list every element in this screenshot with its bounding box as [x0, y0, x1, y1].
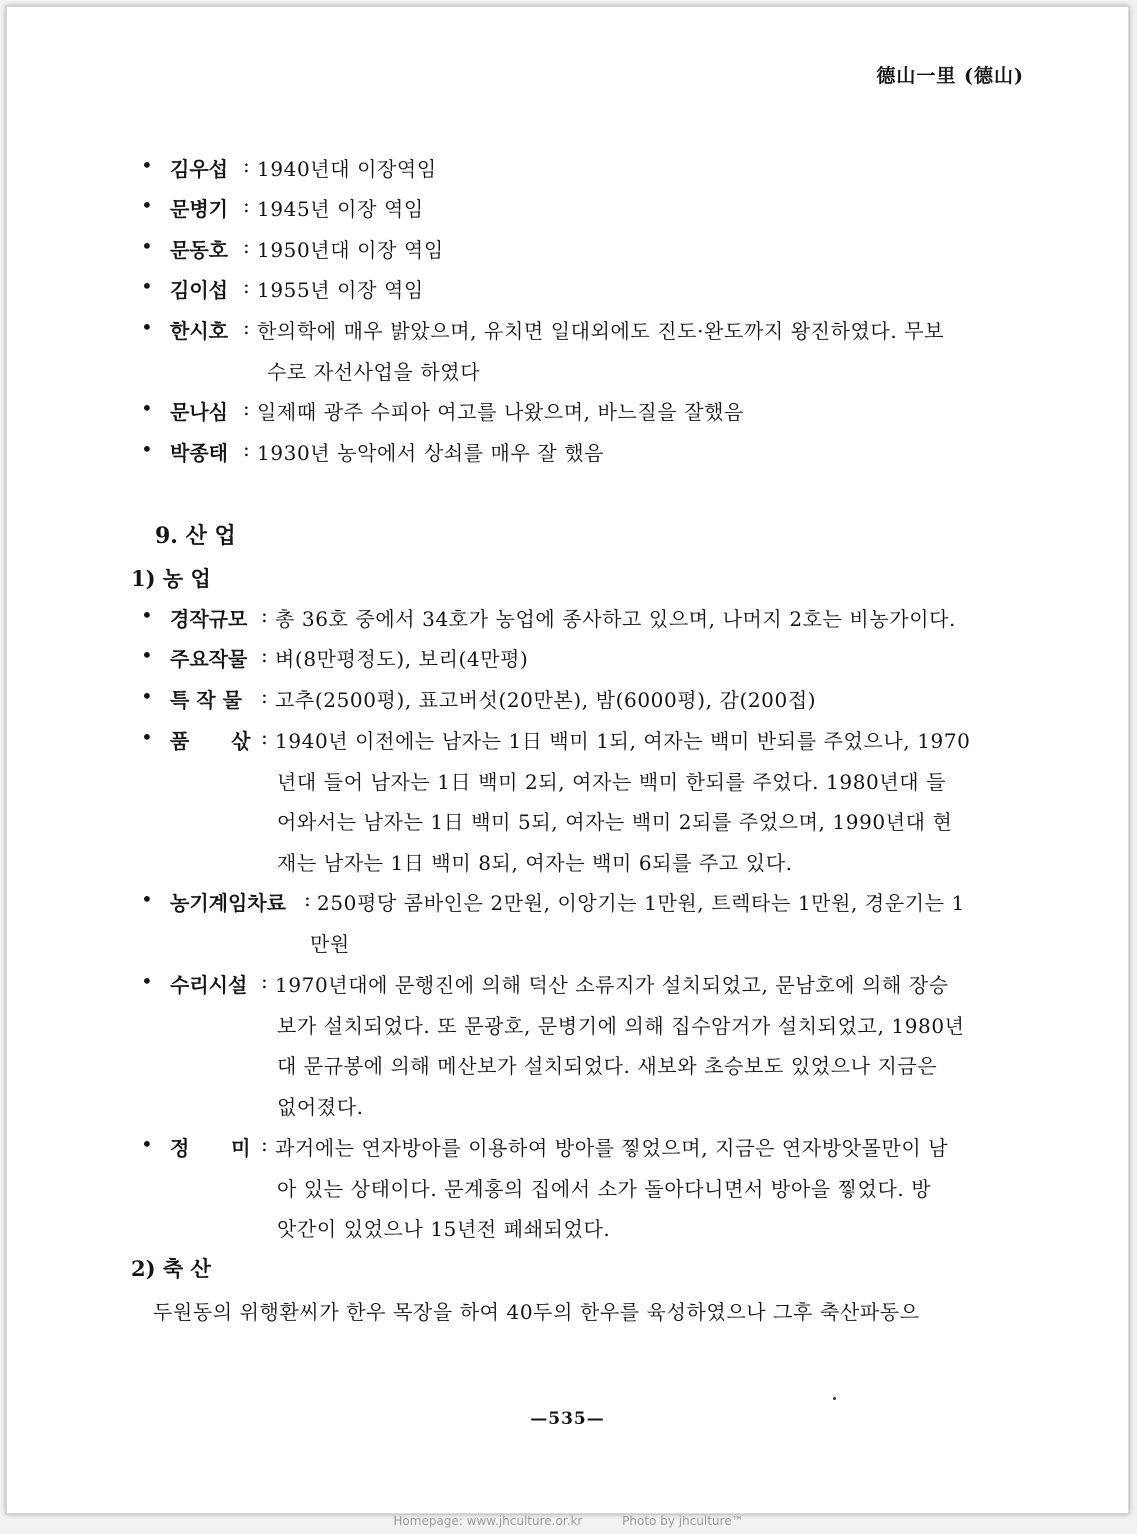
agri-item-text: 1970년대에 문행진에 의해 덕산 소류지가 설치되었고, 문남호에 의해 장승 [275, 973, 949, 997]
person-name: 김이섭 [170, 278, 228, 302]
agri-item-text: 1940년 이전에는 남자는 1日 백미 1되, 여자는 백미 반되를 주었으나, 1970 [275, 729, 971, 753]
agri-item-label: 정 미 [170, 1136, 251, 1160]
person-description: 1930년 농악에서 상쇠를 매우 잘 했음 [257, 441, 605, 465]
agri-item-text: 보가 설치되었다. 또 문광호, 문병기에 의해 집수암거가 설치되었고, 1980년 [277, 1013, 965, 1038]
agri-item-label: 경작규모 [170, 607, 248, 631]
bullet-icon: • [141, 969, 153, 993]
colon: : [243, 274, 250, 298]
person-description: 1950년대 이장 역임 [257, 238, 444, 262]
agri-item-text: 벼(8만평정도), 보리(4만평) [275, 647, 529, 671]
colon: : [243, 396, 250, 420]
bullet-icon: • [141, 315, 153, 339]
agri-item-label: 품 삯 [170, 729, 251, 753]
colon: : [261, 725, 268, 749]
bullet-icon: • [141, 643, 153, 667]
bullet-icon: • [141, 603, 153, 627]
colon: : [261, 603, 268, 627]
page-number: —535— [530, 1409, 605, 1429]
photo-credit: Photo by jhculture™ [622, 1514, 744, 1528]
colon: : [243, 153, 250, 177]
agri-item-text: 어와서는 남자는 1日 백미 5되, 여자는 백미 2되를 주었으며, 1990년대 현 [277, 810, 953, 835]
agri-item-text: 년대 들어 남자는 1日 백미 2되, 여자는 백미 한되를 주었다. 1980년대 들 [277, 769, 947, 794]
bullet-icon: • [141, 274, 153, 298]
agri-item-text: 재는 남자는 1日 백미 8되, 여자는 백미 6되를 주고 있다. [277, 851, 793, 876]
person-description: 1945년 이장 역임 [257, 197, 424, 221]
bullet-icon: • [141, 193, 153, 217]
agri-item-text: 총 36호 중에서 34호가 농업에 종사하고 있으며, 나머지 2호는 비농가이다. [275, 607, 956, 631]
ink-speck [833, 1397, 836, 1400]
person-name: 문나심 [170, 400, 228, 424]
agri-item-text: 아 있는 상태이다. 문계홍의 집에서 소가 돌아다니면서 방아을 찧었다. 방 [277, 1176, 932, 1201]
agri-item-text: 앗간이 있었으나 15년전 폐쇄되었다. [277, 1217, 611, 1242]
livestock-paragraph: 두원동의 위행환씨가 한우 목장을 하여 40두의 한우를 육성하였으나 그후 축산파동으 [153, 1300, 920, 1324]
colon: : [261, 684, 268, 708]
bullet-icon: • [141, 153, 153, 177]
footer [0, 1514, 1137, 1528]
colon: : [261, 969, 268, 993]
person-description: 1955년 이장 역임 [257, 278, 424, 302]
running-header: 德山一里 (德山) [876, 65, 1024, 87]
person-description: 1940년대 이장역임 [257, 157, 437, 181]
colon: : [243, 234, 250, 258]
bullet-icon: • [141, 684, 153, 708]
person-description: 일제때 광주 수피아 여고를 나왔으며, 바느질을 잘했음 [257, 400, 744, 424]
agri-item-text: 만원 [310, 931, 350, 956]
agri-item-text: 고추(2500평), 표고버섯(20만본), 밤(6000평), 감(200접) [275, 688, 817, 712]
person-description-continued: 수로 자선사업을 하였다 [267, 360, 481, 384]
person-name: 박종태 [170, 441, 228, 465]
colon: : [261, 643, 268, 667]
person-description: 한의학에 매우 밝았으며, 유치면 일대외에도 진도·완도까지 왕진하였다. 무보 [257, 319, 945, 343]
person-name: 한시호 [170, 319, 228, 343]
section-heading-industry: 9. 산 업 [155, 523, 236, 549]
colon: : [243, 437, 250, 461]
agri-item-label: 농기계임차료 [170, 891, 286, 915]
subsection-livestock: 2) 축 산 [131, 1256, 211, 1281]
bullet-icon: • [141, 234, 153, 258]
document-page [6, 6, 1129, 1514]
colon: : [243, 193, 250, 217]
person-name: 김우섭 [170, 157, 228, 181]
bullet-icon: • [141, 396, 153, 420]
subsection-agriculture: 1) 농 업 [131, 566, 211, 591]
bullet-icon: • [141, 887, 153, 911]
agri-item-label: 수리시설 [170, 973, 248, 997]
agri-item-text: 대 문규봉에 의해 메산보가 설치되었다. 새보와 초승보도 있었으나 지금은 [277, 1054, 938, 1079]
colon: : [243, 315, 250, 339]
colon: : [304, 887, 311, 911]
agri-item-text: 250평당 콤바인은 2만원, 이앙기는 1만원, 트렉타는 1만원, 경운기는 1 [317, 891, 965, 915]
homepage-credit: Homepage: www.jhculture.or.kr [393, 1514, 583, 1528]
bullet-icon: • [141, 1132, 153, 1156]
person-name: 문동호 [170, 238, 228, 262]
agri-item-text: 과거에는 연자방아를 이용하여 방아를 찧었으며, 지금은 연자방앗몰만이 남 [275, 1136, 949, 1160]
bullet-icon: • [141, 725, 153, 749]
bullet-icon: • [141, 437, 153, 461]
colon: : [261, 1132, 268, 1156]
agri-item-label: 주요작물 [170, 647, 248, 671]
person-name: 문병기 [170, 197, 228, 221]
agri-item-text: 없어졌다. [277, 1095, 364, 1120]
agri-item-label: 특 작 물 [170, 688, 242, 712]
